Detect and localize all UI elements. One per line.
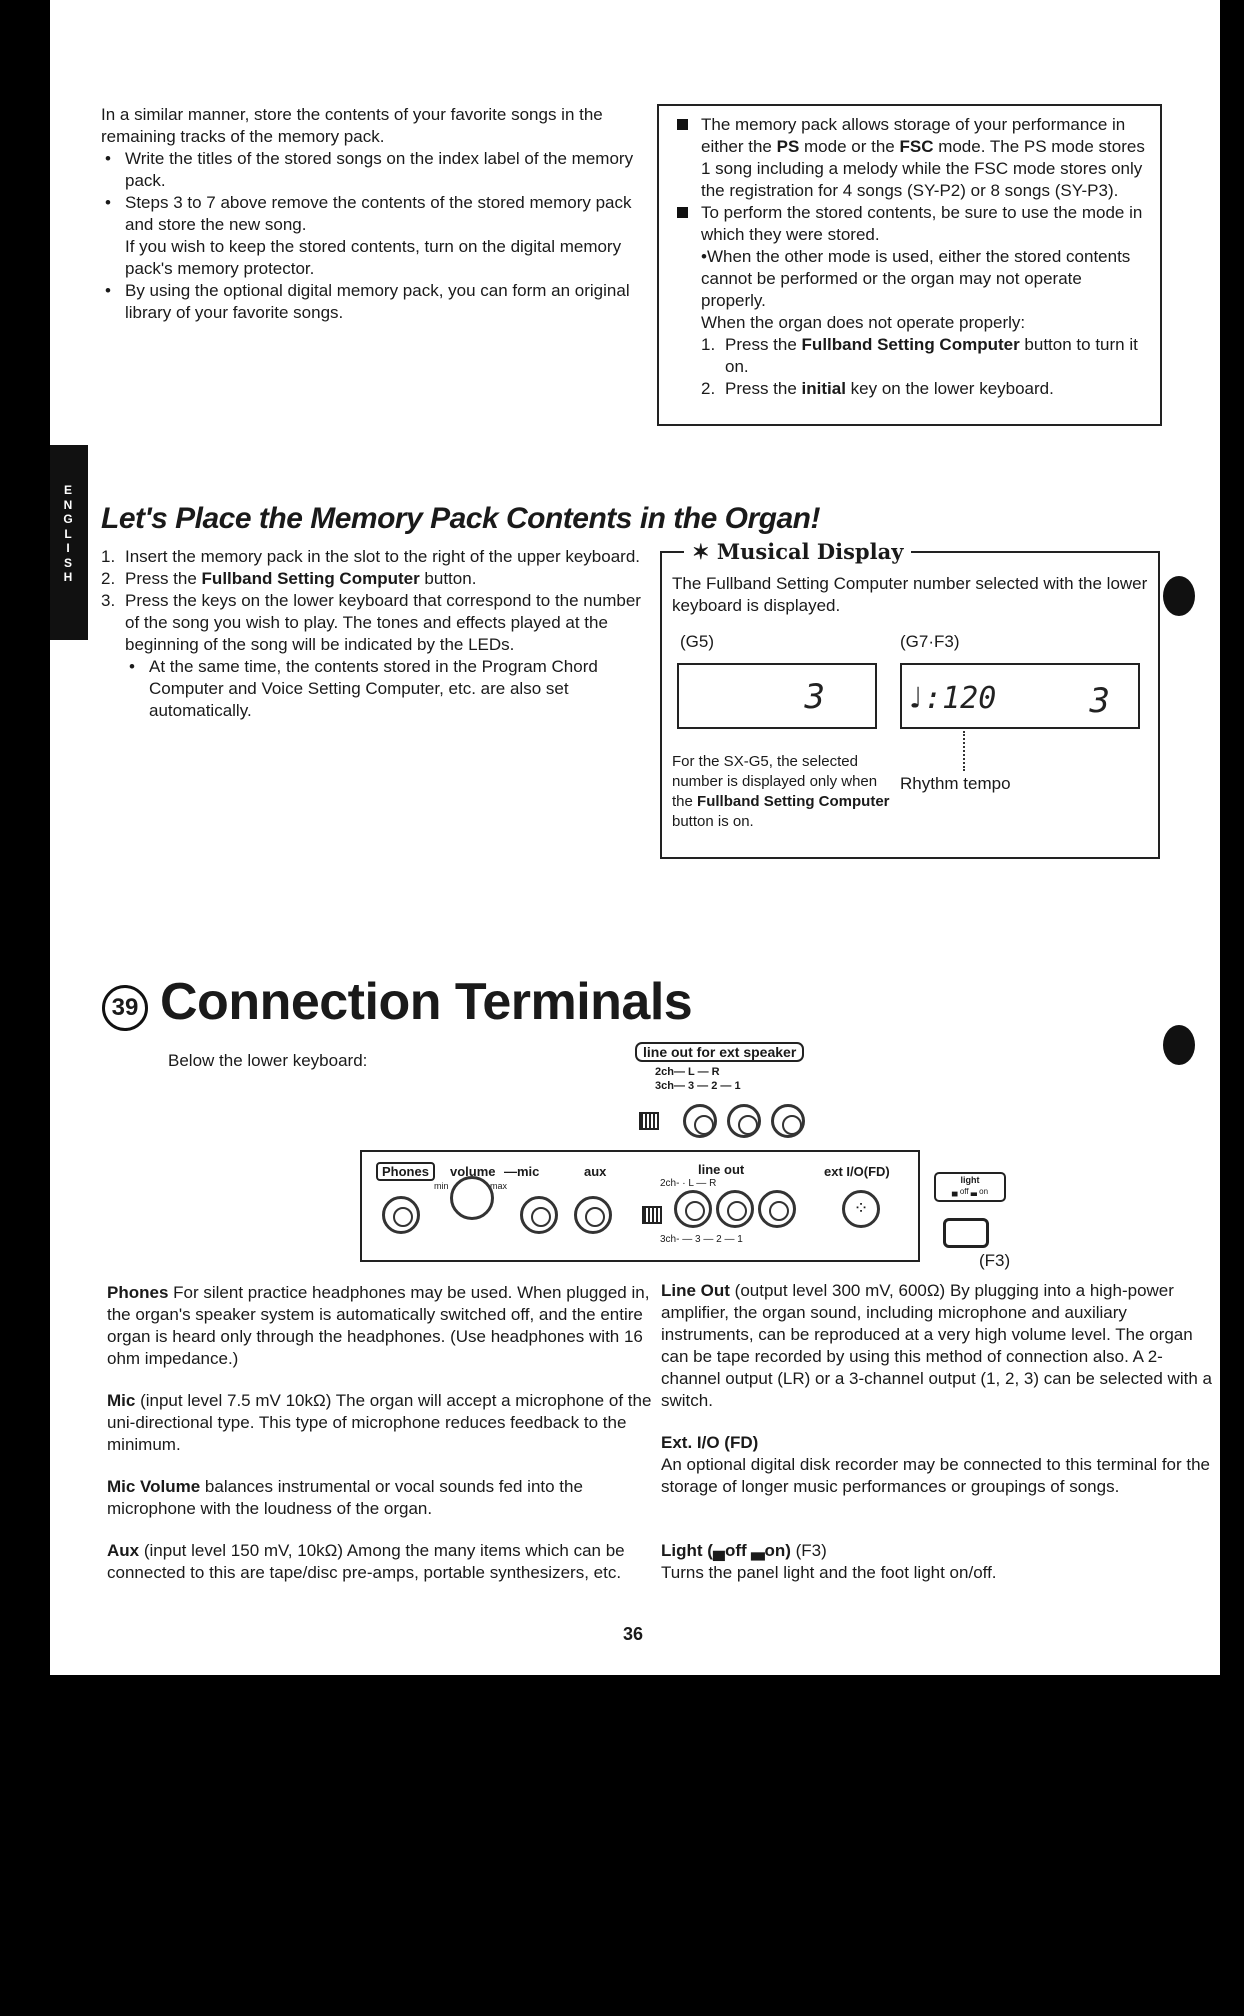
note-step-1: 1. Press the Fullband Setting Computer button to turn it on. <box>701 335 1138 376</box>
lcd-tempo-readout: ♩:120 <box>906 681 997 716</box>
bullet-continuation: If you wish to keep the stored contents, turn on the digital memory pack's memory protector. <box>125 237 622 278</box>
aux-description: Aux (input level 150 mV, 10kΩ) Among the many items which can be connected to this are tape/disc pre-amps, portable synthesizers, etc. <box>107 1541 625 1582</box>
line-out-jack-icon[interactable] <box>716 1190 754 1228</box>
language-side-tab <box>50 445 88 640</box>
side-tab-letter: I <box>66 541 70 555</box>
terminal-descriptions-left <box>107 1282 662 1584</box>
switch-icon <box>639 1112 659 1130</box>
side-tab-label <box>58 483 78 585</box>
mic-volume-knob-icon[interactable] <box>450 1176 494 1220</box>
memory-pack-note-box <box>657 104 1162 426</box>
connection-panel <box>360 1150 920 1262</box>
volume-label: volume <box>450 1164 496 1179</box>
line-3ch-label: 3ch- — 3 — 2 — 1 <box>660 1234 743 1245</box>
terminal-descriptions-right <box>661 1280 1216 1584</box>
lcd-g7-f3 <box>900 663 1140 729</box>
page-number: 36 <box>623 1624 644 1644</box>
light-switch-label-box <box>934 1172 1006 1202</box>
line-out-label: line out <box>698 1162 745 1177</box>
line-out-jack-icon[interactable] <box>674 1190 712 1228</box>
lcd-g7-number: 3 <box>1089 681 1110 721</box>
mic-label: —mic <box>504 1164 540 1179</box>
light-heading: Light (▄off ▃on) (F3) <box>661 1541 827 1560</box>
jack-icon <box>727 1104 761 1138</box>
rhythm-tempo-label: Rhythm tempo <box>900 774 1011 793</box>
place-step-3-bullet: • At the same time, the contents stored in the Program Chord Computer and Voice Setting Computer, etc. are also set automatically. <box>125 656 656 722</box>
side-tab-letter: L <box>64 526 72 541</box>
ext-io-label: ext I/O(FD) <box>824 1164 890 1179</box>
side-tab-letter: E <box>63 483 72 497</box>
label-g7-f3: (G7·F3) <box>900 632 960 651</box>
light-description: Turns the panel light and the foot light on/off. <box>661 1563 997 1582</box>
display-symbol-icon: ✶ <box>692 539 710 564</box>
mic-volume-description: Mic Volume balances instrumental or vocal sounds fed into the microphone with the loudness of the organ. <box>107 1477 583 1518</box>
callout-2ch: 2ch— L — R <box>655 1066 720 1078</box>
musical-display-description: The Fullband Setting Computer number selected with the lower keyboard is displayed. <box>672 574 1148 615</box>
top-left-column <box>101 104 651 324</box>
note-paragraph-3: •When the other mode is used, either the stored contents cannot be performed or the organ may not operate properly. <box>701 247 1131 310</box>
note-paragraph-4: When the organ does not operate properly: <box>701 313 1026 332</box>
jack-icon <box>683 1104 717 1138</box>
bullet-item: • Write the titles of the stored songs on the index label of the memory pack. <box>101 148 651 192</box>
callout-3ch: 3ch— 3 — 2 — 1 <box>655 1080 741 1092</box>
jack-icon <box>771 1104 805 1138</box>
binding-hole <box>1163 576 1195 616</box>
max-label: max <box>490 1181 508 1191</box>
phones-label: Phones <box>376 1162 435 1181</box>
side-tab-letter: N <box>63 497 73 512</box>
light-states-label: ▄ off ▃ on <box>951 1187 989 1196</box>
place-step-3: 3. Press the keys on the lower keyboard that correspond to the number of the song you wish to play. The tones and effects played at the beginning of the song will be indicated by the LEDs. <box>101 591 641 654</box>
place-step-2: 2. Press the Fullband Setting Computer button. <box>101 569 477 588</box>
line-out-callout <box>635 1042 835 1142</box>
label-g5: (G5) <box>680 632 714 651</box>
ext-io-description: An optional digital disk recorder may be connected to this terminal for the storage of longer music performances or groupings of songs. <box>661 1455 1211 1496</box>
line-out-jack-icon[interactable] <box>758 1190 796 1228</box>
connection-subheading: Below the lower keyboard: <box>168 1051 368 1070</box>
connection-terminals-heading: Connection Terminals <box>160 973 693 1031</box>
mic-jack-icon[interactable] <box>520 1196 558 1234</box>
side-tab-letter: S <box>63 555 72 570</box>
callout-label: line out for ext speaker <box>635 1042 804 1062</box>
f3-label: (F3) <box>979 1251 1011 1270</box>
side-tab-letter: G <box>63 512 73 526</box>
note-paragraph-2: To perform the stored contents, be sure to use the mode in which they were stored. <box>671 202 1148 246</box>
place-step-1: 1. Insert the memory pack in the slot to the right of the upper keyboard. <box>101 547 640 566</box>
phones-jack-icon[interactable] <box>382 1196 420 1234</box>
place-section-heading: Let's Place the Memory Pack Contents in the Organ! <box>101 502 820 535</box>
sx-g5-note: For the SX-G5, the selected number is displayed only when the Fullband Setting Computer button is on. <box>672 753 890 830</box>
aux-label: aux <box>584 1164 607 1179</box>
bullet-item: • Steps 3 to 7 above remove the contents of the stored memory pack and store the new song. <box>101 192 651 236</box>
light-label: light <box>960 1175 980 1185</box>
light-switch-button[interactable] <box>943 1218 989 1248</box>
manual-page <box>50 0 1220 1675</box>
side-tab-letter: H <box>63 570 73 584</box>
phones-description: Phones For silent practice headphones may be used. When plugged in, the organ's speaker system is automatically switched off, and the entire organ is heard only through the headphones. (Use headphones with 16 ohm impedance.) <box>107 1283 650 1368</box>
musical-display-box <box>660 539 1160 859</box>
lcd-g5 <box>677 663 877 729</box>
note-paragraph-1: The memory pack allows storage of your performance in either the PS mode or the FSC mode. The PS mode stores 1 song including a melody while the FSC mode stores only the registration for 4 songs (SY-P2) or 8 songs (SY-P3). <box>671 114 1148 202</box>
note-step-2: 2. Press the initial key on the lower keyboard. <box>701 379 1054 398</box>
mic-description: Mic (input level 7.5 mV 10kΩ) The organ will accept a microphone of the uni-directional type. This type of microphone reduces feedback to the minimum. <box>107 1391 652 1454</box>
intro-paragraph: In a similar manner, store the contents of your favorite songs in the remaining tracks of the memory pack. <box>101 105 603 146</box>
section-number-badge: 39 <box>102 985 148 1031</box>
line-out-switch-icon[interactable] <box>642 1206 662 1224</box>
place-steps <box>101 546 656 722</box>
line-out-description: Line Out (output level 300 mV, 600Ω) By plugging into a high-power amplifier, the organ sound, including microphone and auxiliary instruments, can be reproduced at a very high volume level. The organ can be tape recorded by using this method of connection also. A 2-channel output (LR) or a 3-channel output (1, 2, 3) can be selected with a switch. <box>661 1281 1212 1410</box>
lcd-g5-number: 3 <box>804 677 825 717</box>
musical-display-title: ✶ Musical Display <box>684 539 911 564</box>
min-label: min <box>434 1181 449 1191</box>
bullet-item: • By using the optional digital memory pack, you can form an original library of your favorite songs. <box>101 280 651 324</box>
aux-jack-icon[interactable] <box>574 1196 612 1234</box>
tempo-pointer-line <box>963 731 965 771</box>
ext-io-heading: Ext. I/O (FD) <box>661 1433 759 1452</box>
ext-io-din-connector-icon[interactable]: ⁘ <box>842 1190 880 1228</box>
binding-hole <box>1163 1025 1195 1065</box>
line-2ch-label: 2ch- · L — R <box>660 1178 717 1189</box>
